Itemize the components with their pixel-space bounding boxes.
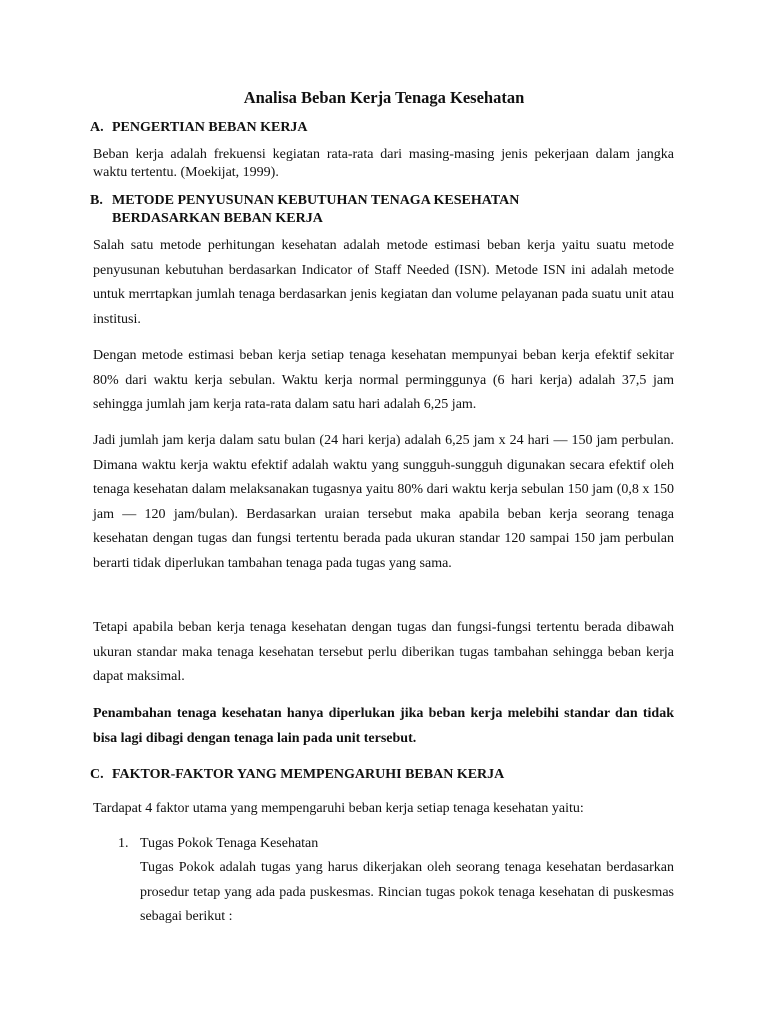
section-b-paragraph-1: Salah satu metode perhitungan kesehatan adalah metode estimasi beban kerja yaitu suatu metode penyusunan kebutuhan berdasarkan Indicator of Staff Needed (ISN). Metode ISN ini adalah metode untuk merrtapkan jumlah tenaga berdasarkan jenis kegiatan dan volume pelayanan pada suatu unit atau institusi. [93, 238, 674, 327]
section-b-paragraph-2: Dengan metode estimasi beban kerja setiap tenaga kesehatan mempunyai beban kerja efektif sekitar 80% dari waktu kerja sebulan. Waktu kerja normal perminggunya (6 hari kerja) adalah 37,5 jam sehingga jumlah jam kerja rata-rata dalam satu hari adalah 6,25 jam. [93, 348, 674, 412]
list-item-1-body: Tugas Pokok adalah tugas yang harus dikerjakan oleh seorang tenaga kesehatan berdasarkan prosedur tetap yang ada pada puskesmas. Rincian tugas pokok tenaga kesehatan di puskesmas sebagai berikut : [140, 860, 674, 924]
section-b-paragraph-4: Tetapi apabila beban kerja tenaga kesehatan dengan tugas dan fungsi-fungsi tertentu berada dibawah ukuran standar maka tenaga kesehatan tersebut perlu diberikan tugas tambahan sehingga beban kerja dapat maksimal. [93, 620, 674, 684]
section-b-title-line1: METODE PENYUSUNAN KEBUTUHAN TENAGA KESEHATAN [112, 193, 520, 208]
section-a-label: A. [90, 120, 104, 135]
section-c-title: FAKTOR-FAKTOR YANG MEMPENGARUHI BEBAN KERJA [112, 767, 505, 782]
section-a-paragraph: Beban kerja adalah frekuensi kegiatan rata-rata dari masing-masing jenis pekerjaan dalam jangka waktu tertentu. (Moekijat, 1999). [93, 147, 674, 180]
section-b-label: B. [90, 193, 103, 208]
section-a-title: PENGERTIAN BEBAN KERJA [112, 120, 308, 135]
section-c-label: C. [90, 767, 104, 782]
document-title: Analisa Beban Kerja Tenaga Kesehatan [243, 88, 525, 107]
section-c-heading [90, 766, 504, 784]
section-c-intro: Tardapat 4 faktor utama yang mempengaruhi beban kerja setiap tenaga kesehatan yaitu: [93, 801, 584, 816]
section-b-bold-paragraph: Penambahan tenaga kesehatan hanya diperlukan jika beban kerja melebihi standar dan tidak bisa lagi dibagi dengan tenaga lain pada unit tersebut. [93, 706, 674, 746]
section-b-title-line2: BERDASARKAN BEBAN KERJA [112, 211, 323, 226]
section-a-heading [90, 119, 308, 137]
list-item-1-number: 1. [118, 836, 129, 851]
section-b-heading [90, 192, 519, 228]
section-b-paragraph-3: Jadi jumlah jam kerja dalam satu bulan (24 hari kerja) adalah 6,25 jam x 24 hari — 150 jam perbulan. Dimana waktu kerja waktu efektif adalah waktu yang sungguh-sungguh digunakan secara efektif oleh tenaga kesehatan dalam melaksanakan tugasnya yaitu 80% dari waktu kerja sebulan 150 jam (0,8 x 150 jam — 120 jam/bulan). Berdasarkan uraian tersebut maka apabila beban kerja seorang tenaga kesehatan dengan tugas dan fungsi tertentu berada pada ukuran standar 120 sampai 150 jam perbulan berarti tidak diperlukan tambahan tenaga pada tugas yang sama. [93, 433, 674, 571]
list-item-1-title: Tugas Pokok Tenaga Kesehatan [140, 836, 319, 851]
